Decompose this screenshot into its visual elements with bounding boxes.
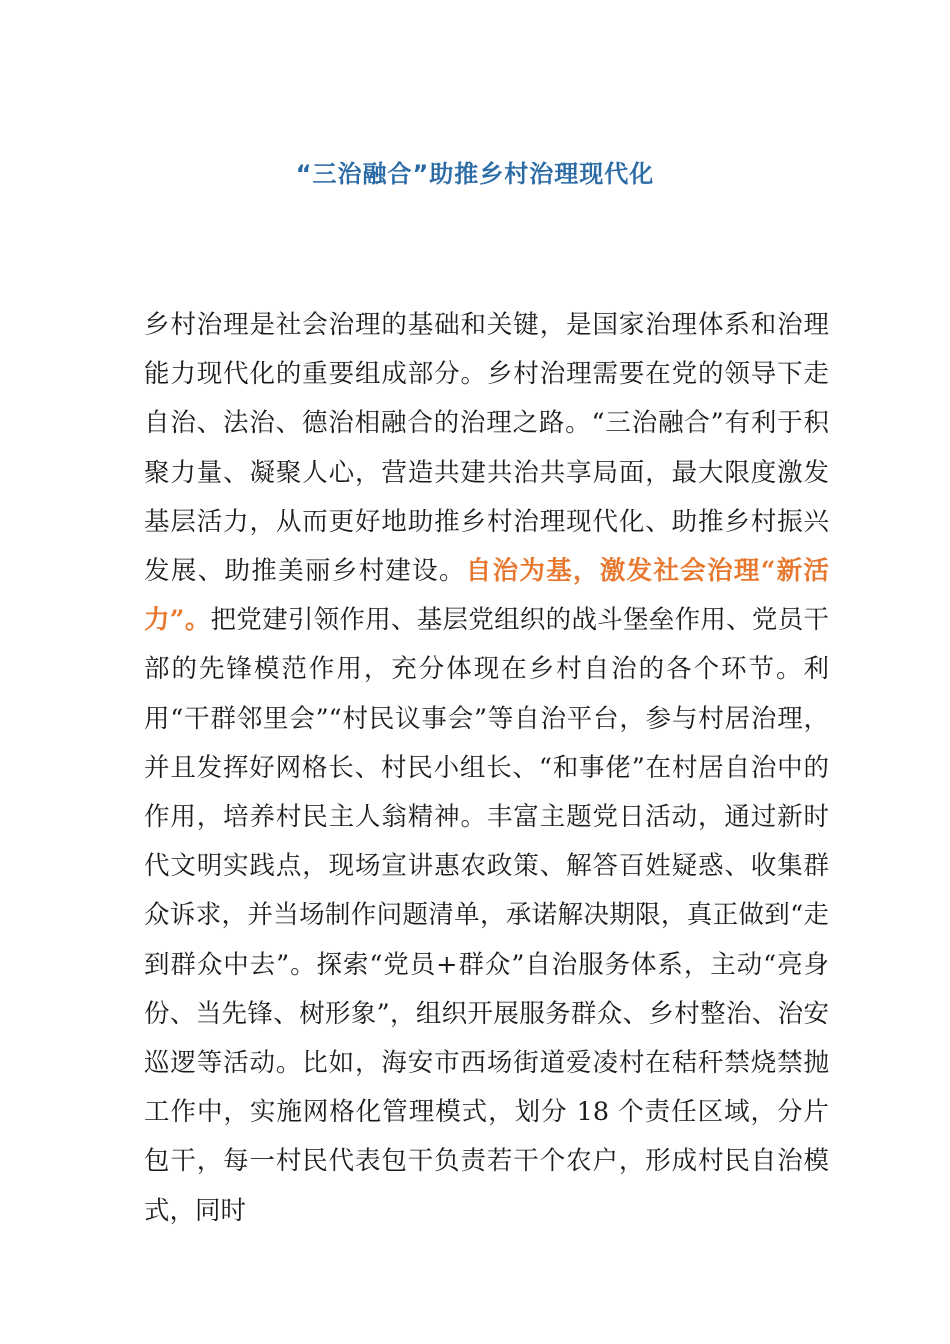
section-heading-highlight: 自治为基，激发社会治理“新活力”。 <box>144 556 829 636</box>
document-title: “三治融合”助推乡村治理现代化 <box>295 160 655 188</box>
paragraph-continuation: 把党建引领作用、基层党组织的战斗堡垒作用、党员干部的先锋模范作用，充分体现在乡村自治的各个环节。利用“干群邻里会”“村民议事会”等自治平台，参与村居治理，并且发挥好网格长、村民小组长、“和事佬”在村居自治中的作用，培养村民主人翁精神。丰富主题党日活动，通过新时代文明实践点，现场宣讲惠农政策、解答百姓疑惑、收集群众诉求，并当场制作问题清单，承诺解决期限，真正做到“走到群众中去”。探索“党员+群众”自治服务体系，主动“亮身份、当先锋、树形象”，组织开展服务群众、乡村整治、治安巡逻等活动。比如，海安市西场街道爱凌村在秸秆禁烧禁抛工作中，实施网格化管理模式，划分 18 个责任区域，分片包干，每一村民代表包干负责若干个农户，形成村民自治模式，同时 <box>144 605 829 1226</box>
paragraph-intro: 乡村治理是社会治理的基础和关键，是国家治理体系和治理能力现代化的重要组成部分。乡村治理需要在党的领导下走自治、法治、德治相融合的治理之路。“三治融合”有利于积聚力量、凝聚人心，营造共建共治共享局面，最大限度激发基层活力，从而更好地助推乡村治理现代化、助推乡村振兴发展、助推美丽乡村建设。 <box>144 310 829 587</box>
body-paragraph <box>144 301 829 1236</box>
